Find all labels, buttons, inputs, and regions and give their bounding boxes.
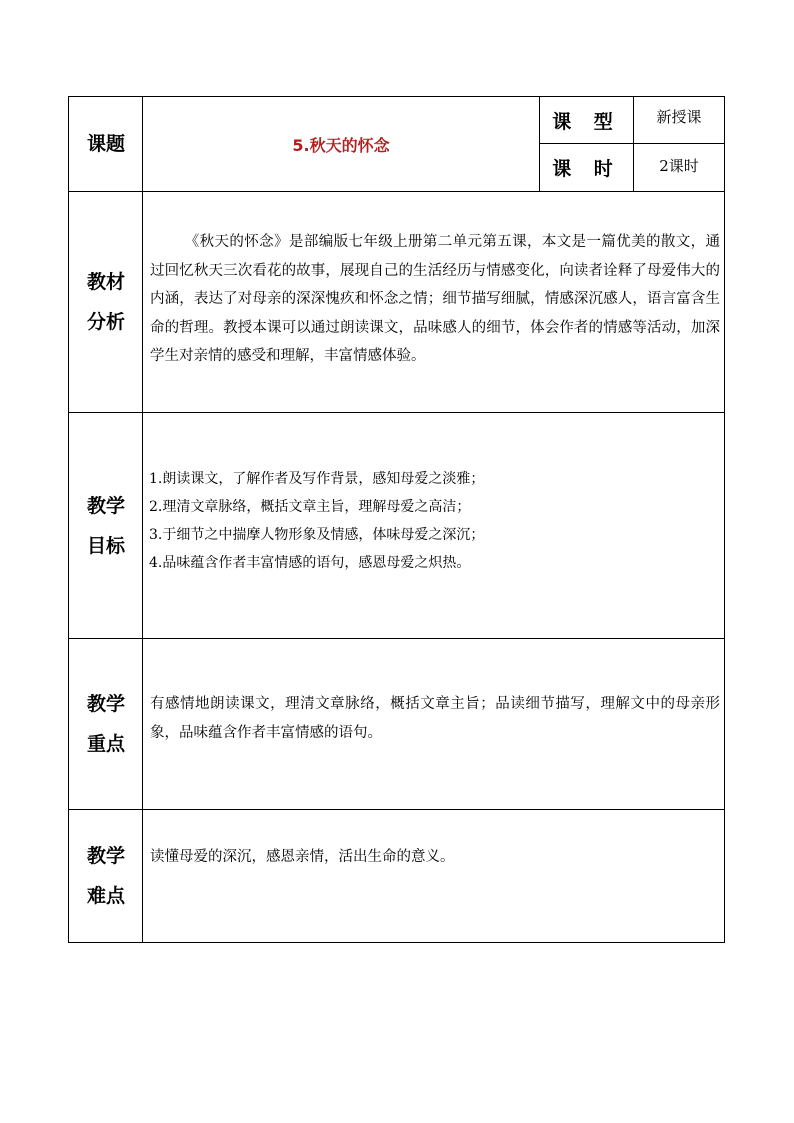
key-points-label-line2: 重点 — [86, 733, 125, 755]
objectives-label — [69, 413, 143, 638]
objectives-label-line1: 教学 — [86, 494, 125, 517]
lesson-hours-value: 2课时 — [659, 157, 699, 175]
table-divider — [68, 809, 725, 810]
difficulties-text: 读懂母爱的深沉，感恩亲情，活出生命的意义。 — [150, 849, 455, 865]
difficulties-label — [69, 810, 143, 942]
objectives-label-line2: 目标 — [86, 534, 125, 557]
table-border-bottom — [68, 942, 725, 943]
difficulties-label-line2: 难点 — [86, 885, 125, 907]
objective-item: 2.理清文章脉络，概括文章主旨，理解母爱之高洁； — [149, 499, 471, 515]
key-points-label-line1: 教学 — [86, 693, 125, 715]
table-divider — [68, 191, 725, 192]
key-points-label — [69, 639, 143, 809]
objective-item: 3.于细节之中揣摩人物形象及情感，体味母爱之深沉； — [149, 527, 485, 543]
analysis-label-line1: 教材 — [86, 271, 125, 293]
objective-item: 4.品味蕴含作者丰富情感的语句，感恩母爱之炽热。 — [149, 555, 471, 571]
table-divider — [68, 638, 725, 639]
key-points-text: 有感情地朗读课文，理清文章脉络，概括文章主旨；品读细节描写，理解文中的母亲形象，品味蕴含作者丰富情感的语句。 — [150, 696, 720, 741]
lesson-title: 5.秋天的怀念 — [292, 135, 390, 155]
table-divider — [68, 412, 725, 413]
difficulties-label-line1: 教学 — [86, 845, 125, 867]
lesson-hours-label: 课 时 — [552, 158, 621, 180]
topic-label-text: 课题 — [86, 133, 125, 155]
lesson-type-value: 新授课 — [656, 108, 702, 126]
lesson-type-label: 课 型 — [552, 110, 621, 133]
objective-item: 1.朗读课文，了解作者及写作背景，感知母爱之淡雅； — [149, 471, 485, 487]
topic-label — [69, 97, 143, 191]
objectives-list — [149, 465, 719, 577]
analysis-label — [69, 192, 143, 412]
analysis-text: 《秋天的怀念》是部编版七年级上册第二单元第五课，本文是一篇优美的散文，通过回忆秋天三次看花的故事，展现自己的生活经历与情感变化，向读者诠释了母爱伟大的内涵，表达了对母亲的深深愧疚和怀念之情；细节描写细腻，情感深沉感人，语言富含生命的哲理。教授本课可以通过朗读课文，品味感人的细节，体会作者的情感等活动，加深学生对亲情的感受和理解，丰富情感体验。 — [150, 234, 720, 364]
table-border-right — [724, 96, 725, 943]
analysis-label-line2: 分析 — [86, 311, 125, 333]
